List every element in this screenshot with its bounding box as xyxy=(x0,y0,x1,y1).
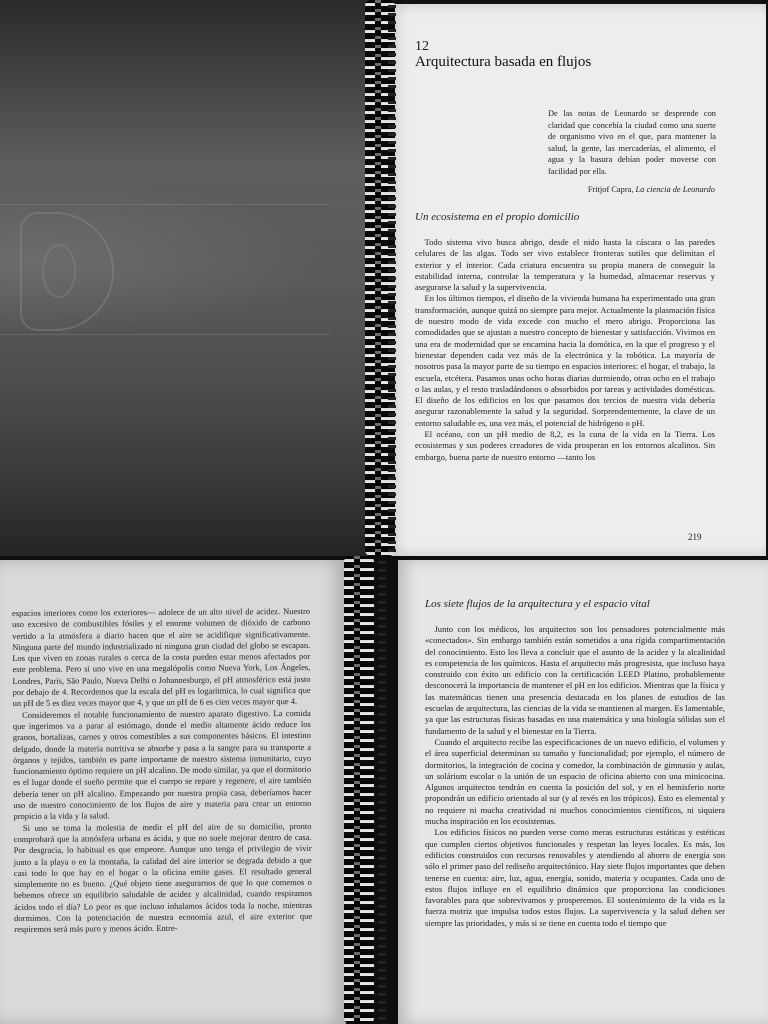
section-heading: Un ecosistema en el propio domicilio xyxy=(415,211,580,223)
paragraph: Cuando el arquitecto recibe las especificaciones de un nuevo edificio, el volumen y el área superficial determinan su tamaño y funcionalidad; por ejemplo, el número de dormitorios, la integración de cocina y comedor, la combinación de gimnasio y aulas, un solárium escolar o la unión de un espacio de oficina abierto con una minicocina. Algunos arquitectos tendrán en cuenta la posición del sol, y en el hemisferio norte propondrán un edificio orientado al sur (y al revés en los trópicos). Esto es elemental y no requiere ni mucha creatividad ni muchos conocimientos científicos, ni siquiera mucha inspiración en los ecosistemas. xyxy=(425,736,725,827)
epigraph-attribution xyxy=(455,185,715,195)
spiral-binding xyxy=(344,556,374,1024)
paragraph: Junto con los médicos, los arquitectos son los pensadores potencialmente más «conectados». Sin embargo también están sometidos a una rígida compartimentación del conocimiento. Esto los lleva a concluir que el asunto de la acidez y la alcalinidad es competencia de los químicos. Hasta el arquitecto más progresista, que incluso haya construido con éxito un edificio con la certificación LEED Platino, probablemente desconocerá la importancia de mantener el pH en los edificios. Mientras que la física y las matemáticas tienen una presencia destacada en los planes de estudios de las escuelas de arquitectura, las ciencias de la vida se mantienen al margen. Es lamentable, ya que las estructuras físicas basadas en una matemática y una biología sólidas son el fundamento de la salud y el bienestar en la Tierra. xyxy=(425,624,725,736)
body-text xyxy=(425,624,725,929)
body-text xyxy=(415,237,715,463)
paragraph: espacios interiores como los exteriores— adolece de un alto nivel de acidez. Nuestro uso excesivo de combustibles fósiles y el enorme volumen de dióxido de carbono vertido a la atmósfera a diario hacen que el aire se acidifique significativamente. Ninguna parte del mundo industrializado ni ninguna gran ciudad del globo se escapan. Los que viven en zonas rurales o cerca de la costa pueden estar menos afectados por este problema. Pero si uno vive en una megalópolis como Nueva York, Los Ángeles, Londres, París, São Paulo, Nueva Delhi o Johannesburgo, el pH atmosférico está justo por debajo de 4. Recordemos que la escala del pH es logarítmica, lo cual significa que un pH de 5 es diez veces mayor que 4, y que un pH de 6 es cien veces mayor que 4. xyxy=(12,605,311,709)
body-text xyxy=(12,606,312,936)
paragraph: Si uno se toma la molestia de medir el pH del aire de su domicilio, pronto comprobará que la atmósfera urbana es ácida, y que no suele mejorar dentro de casa. Por desgracia, lo habitual es que empeore. Aunque uno tenga el privilegio de vivir junto a la playa o en la montaña, la calidad del aire interior se degrada debido a que casi todo lo que hay en el hogar o la oficina emite gases. El resultado general simplemente no es bueno. ¿Qué objeto tiene asegurarnos de que lo que comemos o bebemos ofrece un equilibrio saludable de acidez y alcalinidad, cuando respiramos ácidos todo el día? Lo peor es que incluso inhalamos ácidos toda la noche, mientras dormimos. Con la potenciación de nuestra economía azul, el aire exterior que respiremos será más puro y menos ácido. Entre- xyxy=(13,820,313,935)
bottom-spread xyxy=(0,556,768,1024)
binding-holes xyxy=(388,0,396,556)
paragraph: Los edificios físicos no pueden verse como meras estructuras estáticas y estéticas que cumplen ciertos objetivos funcionales y respetan las leyes locales. Es más, los edificios construidos con recursos renovables y atendiendo al ahorro de energía son sólo el primer paso del rediseño arquitectónico. Hay siete flujos importantes que deben tenerse en cuenta: aire, luz, agua, energía, sonido, materia y ocupantes. Cada uno de estos flujos influye en el equilibrio dinámico que proporciona las condiciones favorables para que sobrevivamos y prosperemos. El sostenimiento de la vida es la fuerza motriz que impulsa todos estos flujos. La supervivencia y la salud deben ser siempre las prioridades, y más si se tiene en cuenta todo el tiempo que xyxy=(425,827,725,928)
binding-holes xyxy=(378,556,386,1024)
page-left xyxy=(0,560,346,1024)
epigraph-book: La ciencia de Leonardo xyxy=(635,185,715,194)
paragraph: El océano, con un pH medio de 8,2, es la cuna de la vida en la Tierra. Los ecosistemas y sus poderes creadores de vida prosperan en los entornos alcalinos. Sin embargo, buena parte de nuestro entorno —tanto los xyxy=(415,429,715,462)
scanned-dark-page xyxy=(0,0,372,556)
epigraph-quote: De las notas de Leonardo se desprende con claridad que concebía la ciudad como una suerte de organismo vivo en el que, para mantener la salud, la gente, las mercaderías, el alimento, el agua y la basura debían poder moverse con facilidad por ella. xyxy=(548,109,716,176)
page-number: 219 xyxy=(688,532,702,542)
ghost-line xyxy=(0,334,330,335)
epigraph-author: Fritjof Capra, xyxy=(587,185,634,194)
chapter-number: 12 xyxy=(415,39,429,54)
paragraph: Consideremos el notable funcionamiento de nuestro aparato digestivo. La comida que ingerimos va a parar al estómago, donde el medio altamente ácido reduce los granos, hortalizas, carnes y otros comestibles a sus componentes básicos. El intestino delgado, donde la materia nutritiva se absorbe y pasa a la sangre para su transporte a órganos y tejidos, también es parte importante de nuestro sistema inmunitario, cuyo funcionamiento óptimo requiere un pH alcalino. De modo similar, ya que el dormitorio es el lugar donde el sueño permite que el cuerpo se repare y regenere, el aire también debería tener un pH alcalino. Empezando por nuestra propia casa, deberíamos hacer uso de nuestro conocimiento de los flujos de aire y materia para crear un entorno propicio a la vida y la salud. xyxy=(12,707,312,822)
section-heading: Los siete flujos de la arquitectura y el espacio vital xyxy=(425,598,650,610)
ghost-line xyxy=(0,204,330,205)
paragraph: En los últimos tiempos, el diseño de la vivienda humana ha experimentado una gran transformación, aunque quizá no siempre para mejor. Actualmente la plasmación física de nuestro modo de vida excede con mucho el mero abrigo. Proporciona las comodidades que se ajustan a nuestro concepto de bienestar y satisfacción. Vivimos en una era de modernidad que se encamina hacia la domótica, en la que el progreso y el bienestar dependen cada vez más de la electrónica y la robótica. La mayoría de nosotros pasa la mayor parte de su tiempo en espacios interiores: el hogar, el trabajo, la escuela, etcétera. Pasamos unas ocho horas diarias durmiendo, otras ocho en el trabajo o las aulas, y el resto trasladándonos o absorbidos por tareas y actividades domésticas. El diseño de los edificios en los que pasamos dos tercios de nuestra vida debería asegurar razonablemente la salud y la seguridad. Sorprendentemente, la clave de un entorno saludable es, una vez más, el potencial de hidrógeno o pH. xyxy=(415,293,715,428)
chapter-title: Arquitectura basada en flujos xyxy=(415,54,592,70)
paragraph: Todo sistema vivo busca abrigo, desde el nido hasta la cáscara o las paredes celulares de las algas. Todo ser vivo establece fronteras sutiles que delimitan el exterior y el interior. Cada criatura encuentra su propia manera de conseguir la estabilidad interna, controlar la temperatura y la humedad, almacenar reservas y asegurarse la salud y la supervivencia. xyxy=(415,237,715,293)
